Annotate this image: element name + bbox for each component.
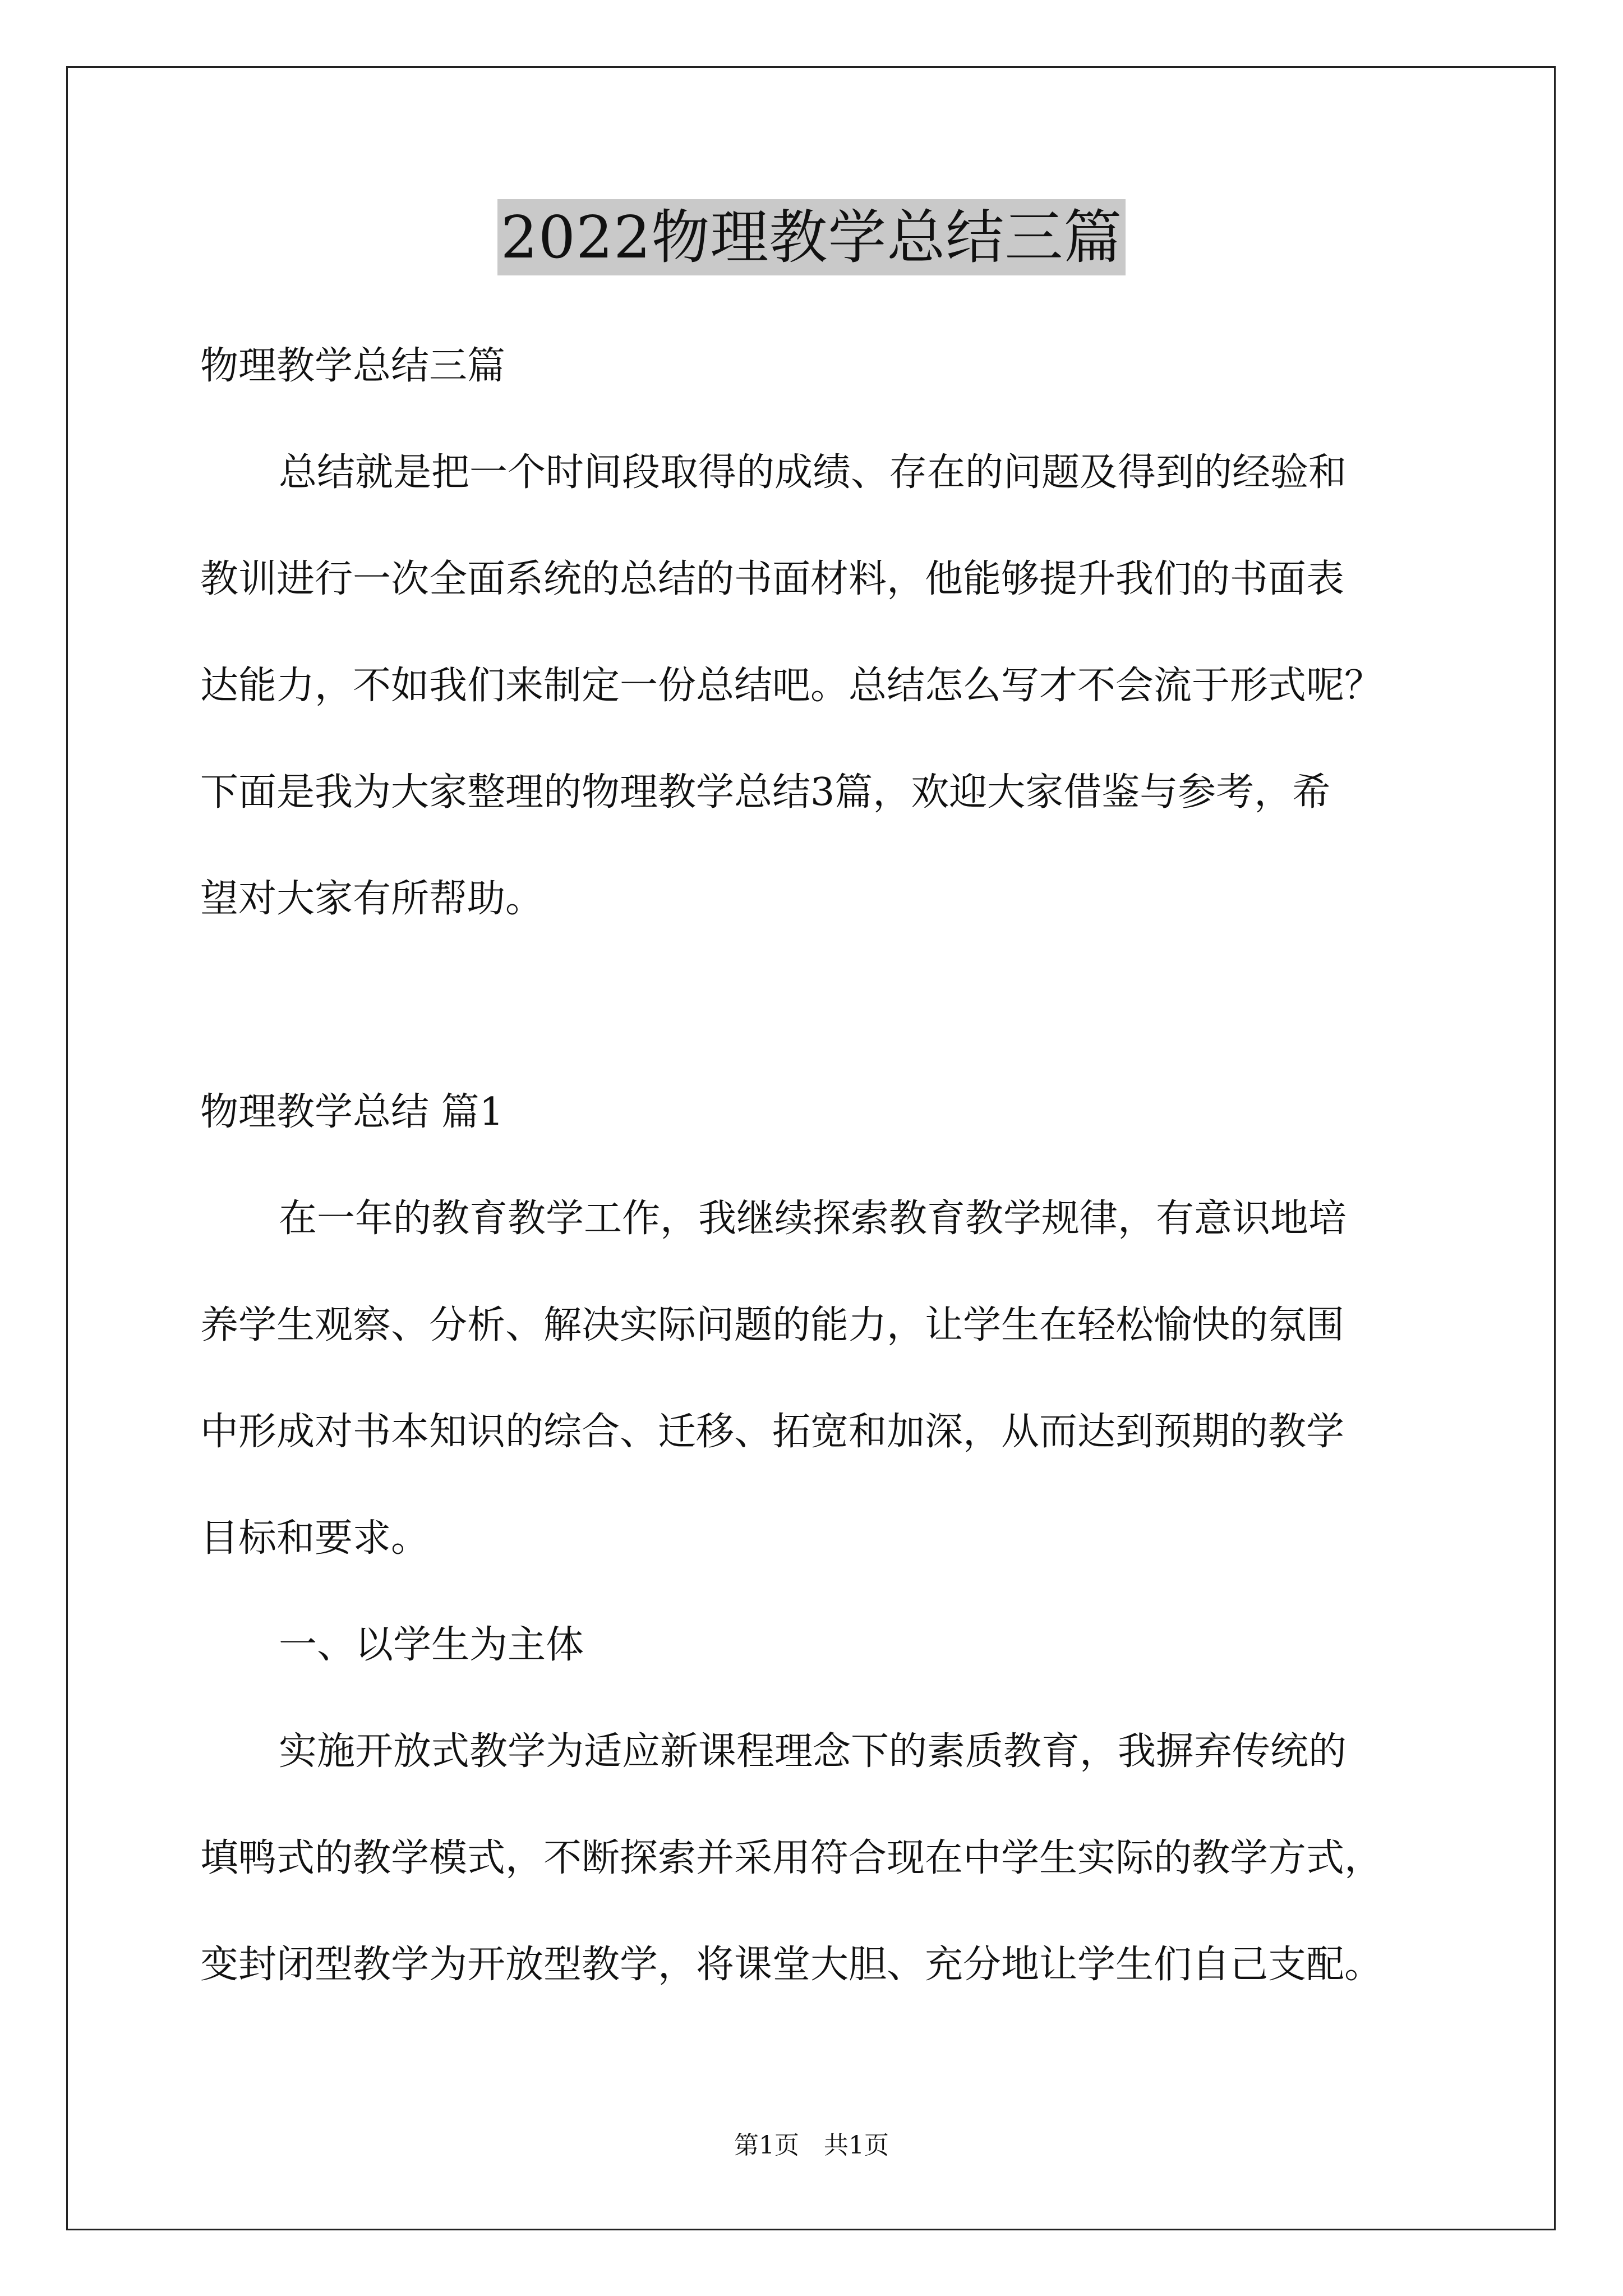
section-paragraph-line: 填鸭式的教学模式，不断探索并采用符合现在中学生实际的教学方式， — [200, 1836, 1383, 1880]
page-number: 第1页 共1页 — [734, 2131, 889, 2160]
section-paragraph-line: 实施开放式教学为适应新课程理念下的素质教育，我摒弃传统的 — [279, 1729, 1347, 1774]
sub-heading: 一、以学生为主体 — [279, 1623, 584, 1667]
paragraph-gap — [200, 953, 1434, 1059]
document-subtitle: 物理教学总结三篇 — [200, 344, 506, 388]
section-paragraph-line: 在一年的教育教学工作，我继续探索教育教学规律，有意识地培 — [279, 1197, 1347, 1241]
section-heading: 物理教学总结 篇1 — [200, 1090, 504, 1134]
section-paragraph-line: 中形成对书本知识的综合、迁移、拓宽和加深，从而达到预期的教学 — [200, 1410, 1345, 1454]
intro-line: 教训进行一次全面系统的总结的书面材料，他能够提升我们的书面表 — [200, 557, 1345, 601]
document-title: 2022物理教学总结三篇 — [497, 199, 1126, 275]
title-container — [0, 199, 1623, 275]
intro-line: 达能力，不如我们来制定一份总结吧。总结怎么写才不会流于形式呢？ — [200, 664, 1383, 708]
intro-line: 下面是我为大家整理的物理教学总结3篇，欢迎大家借鉴与参考，希 — [200, 770, 1331, 815]
section-paragraph-line: 变封闭型教学为开放型教学，将课堂大胆、充分地让学生们自己支配。 — [200, 1943, 1383, 1987]
intro-line: 总结就是把一个时间段取得的成绩、存在的问题及得到的经验和 — [279, 450, 1347, 495]
page-footer — [0, 2129, 1623, 2162]
section-paragraph-line: 目标和要求。 — [200, 1516, 430, 1561]
section-paragraph-line: 养学生观察、分析、解决实际问题的能力，让学生在轻松愉快的氛围 — [200, 1303, 1345, 1347]
intro-line: 望对大家有所帮助。 — [200, 877, 544, 921]
document-body — [200, 313, 1434, 2018]
